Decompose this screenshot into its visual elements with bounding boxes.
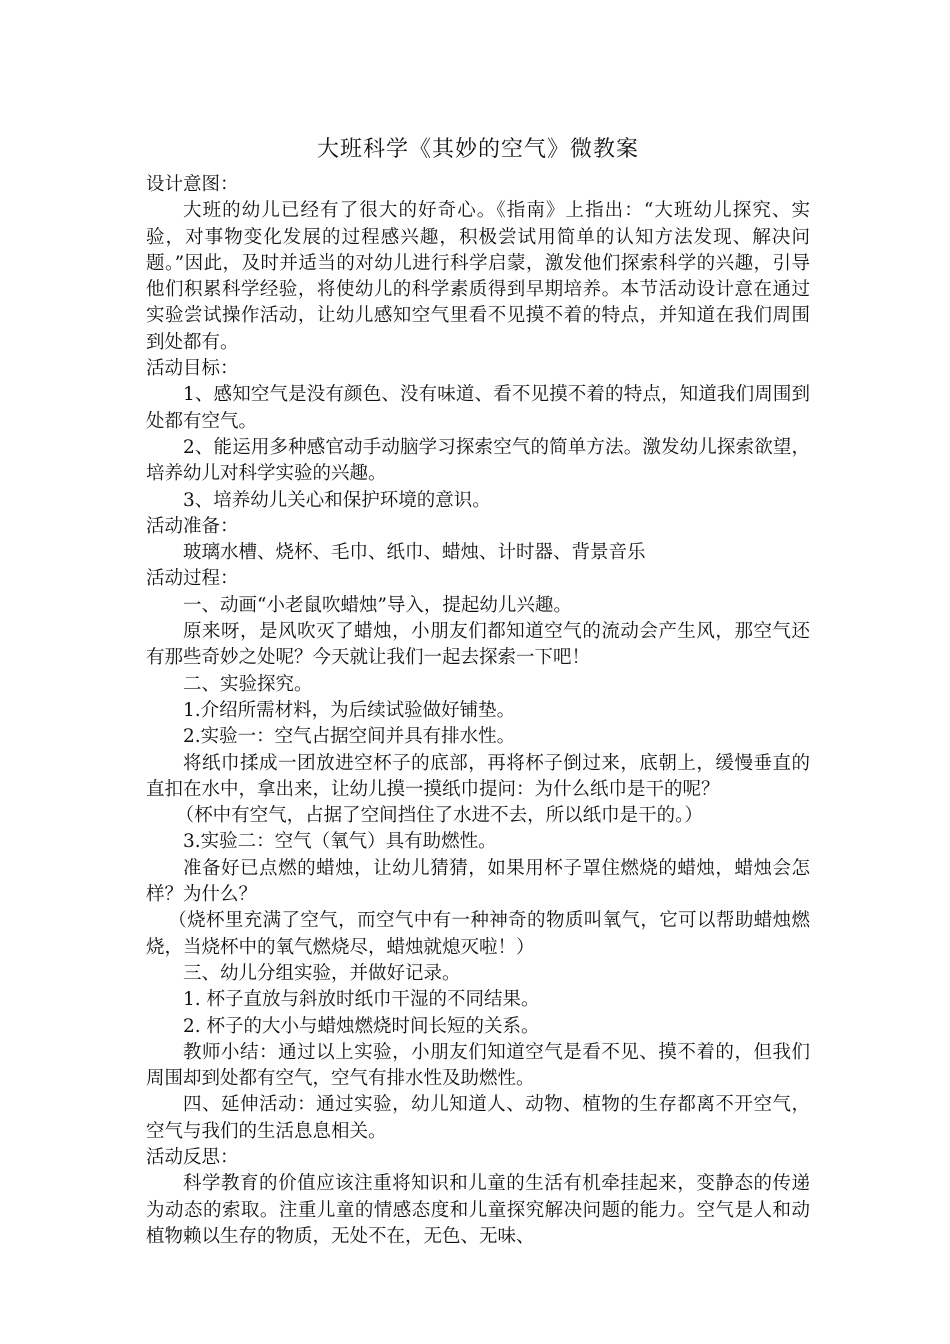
heading-activity-goals: 活动目标： xyxy=(146,358,239,380)
process-step-2c: 3.实验二：空气（氧气）具有助燃性。 xyxy=(183,831,497,853)
document-content xyxy=(146,134,810,1250)
page-title: 大班科学《其妙的空气》微教案 xyxy=(316,137,639,162)
process-step-3b: 2. 杯子的大小与蜡烛燃烧时间长短的关系。 xyxy=(183,1015,540,1037)
heading-design-intent: 设计意图： xyxy=(146,174,239,195)
process-step-2b: 2.实验一：空气占据空间并具有排水性。 xyxy=(183,726,516,748)
goal-item-1: 1、感知空气是没有颜色、没有味道、看不见摸不着的特点，知道我们周围到处都有空气。 xyxy=(146,384,810,432)
process-step-3a: 1. 杯子直放与斜放时纸巾干湿的不同结果。 xyxy=(183,989,540,1011)
process-step-1: 一、动画“小老鼠吹蜡烛”导入，提起幼儿兴趣。 xyxy=(183,594,572,616)
process-step-2a: 1.介绍所需材料，为后续试验做好铺垫。 xyxy=(183,699,516,721)
heading-activity-process: 活动过程： xyxy=(146,568,239,590)
paragraph-design-intent: 大班的幼儿已经有了很大的好奇心。《指南》上指出：“大班幼儿探究、实验，对事物变化发展的过程感兴趣，积极尝试用简单的认知方法发现、解决问题。”因此，及时并适当的对幼儿进行科学启蒙，激发他们探索科学的兴趣，引导他们积累科学经验，将使幼儿的科学素质得到早期培养。本节活动设计意在通过实验尝试操作活动，让幼儿感知空气里看不见摸不着的特点，并知道在我们周围到处都有。 xyxy=(146,200,810,353)
process-step-2: 二、实验探究。 xyxy=(183,673,313,695)
process-step-1-text: 原来呀，是风吹灭了蜡烛，小朋友们都知道空气的流动会产生风，那空气还有那些奇妙之处呢？今天就让我们一起去探索一下吧！ xyxy=(146,621,810,669)
process-step-2c-answer: （烧杯里充满了空气，而空气中有一种神奇的物质叫氧气，它可以帮助蜡烛燃烧，当烧杯中的氧气燃烧尽，蜡烛就熄灭啦！） xyxy=(146,910,810,958)
heading-activity-reflection: 活动反思： xyxy=(146,1146,239,1168)
goal-item-3: 3、培养幼儿关心和保护环境的意识。 xyxy=(183,489,491,511)
process-step-2c-text: 准备好已点燃的蜡烛，让幼儿猜猜，如果用杯子罩住燃烧的蜡烛，蜡烛会怎样？为什么？ xyxy=(146,857,810,906)
process-step-2b-answer: （杯中有空气，占据了空间挡住了水进不去，所以纸巾是干的。） xyxy=(175,805,703,827)
paragraph-materials: 玻璃水槽、烧杯、毛巾、纸巾、蜡烛、计时器、背景音乐 xyxy=(183,542,646,564)
process-step-2b-text: 将纸巾揉成一团放进空杯子的底部，再将杯子倒过来，底朝上，缓慢垂直的直扣在水中，拿出来，让幼儿摸一摸纸巾提问：为什么纸巾是干的呢？ xyxy=(146,752,810,800)
teacher-summary: 教师小结：通过以上实验，小朋友们知道空气是看不见、摸不着的，但我们周围却到处都有空气，空气有排水性及助燃性。 xyxy=(146,1041,810,1090)
process-step-3: 三、幼儿分组实验，并做好记录。 xyxy=(183,962,461,984)
goal-item-2: 2、能运用多种感官动手动脑学习探索空气的简单方法。激发幼儿探索欲望，培养幼儿对科学实验的兴趣。 xyxy=(146,436,810,485)
paragraph-reflection: 科学教育的价值应该注重将知识和儿童的生活有机牵挂起来，变静态的传递为动态的索取。注重儿童的情感态度和儿童探究解决问题的能力。空气是人和动植物赖以生存的物质，无处不在，无色、无味、 xyxy=(146,1173,810,1247)
process-step-4: 四、延伸活动：通过实验，幼儿知道人、动物、植物的生存都离不开空气，空气与我们的生活息息相关。 xyxy=(146,1094,810,1142)
heading-activity-prep: 活动准备： xyxy=(146,515,239,537)
